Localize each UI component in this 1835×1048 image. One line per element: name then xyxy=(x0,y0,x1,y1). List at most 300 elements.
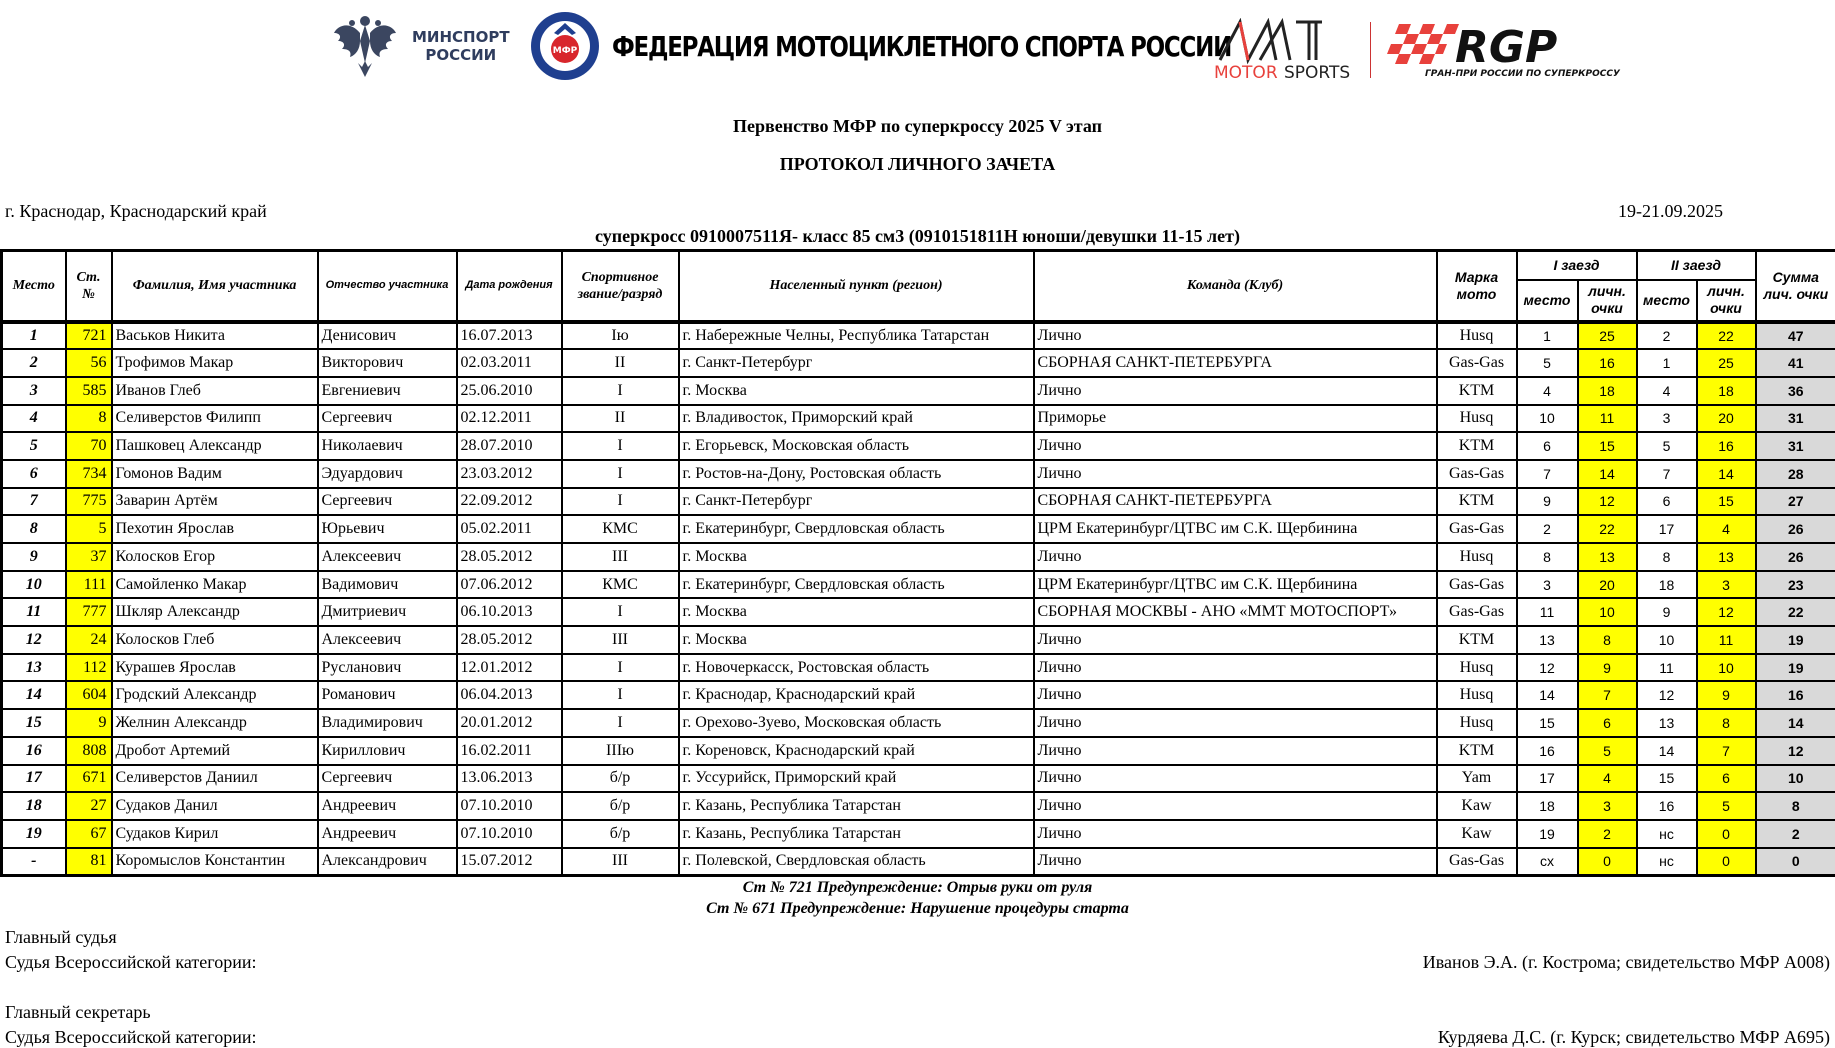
cell-race2-pts: 6 xyxy=(1697,765,1756,793)
header-start-no-line2: № xyxy=(82,286,95,302)
cell-city: г. Казань, Республика Татарстан xyxy=(679,792,1034,820)
cell-team: Лично xyxy=(1034,543,1437,571)
cell-team: Лично xyxy=(1034,737,1437,765)
cell-race2-pts: 0 xyxy=(1697,820,1756,848)
cell-race2-pos: 14 xyxy=(1637,737,1697,765)
cell-place: 3 xyxy=(2,377,66,405)
cell-race2-pts: 8 xyxy=(1697,709,1756,737)
cell-place: 15 xyxy=(2,709,66,737)
cell-race1-pos: 3 xyxy=(1517,571,1578,599)
cell-sum: 31 xyxy=(1756,432,1835,460)
cell-start-no: 56 xyxy=(66,349,112,377)
cell-moto: Husq xyxy=(1437,543,1517,571)
cell-place: 8 xyxy=(2,515,66,543)
cell-city: г. Уссурийск, Приморский край xyxy=(679,765,1034,793)
cell-race2-pos: 11 xyxy=(1637,654,1697,682)
chief-secretary-category: Судья Всероссийской категории: xyxy=(5,1027,257,1047)
cell-place: 1 xyxy=(2,322,66,350)
cell-name: Васьков Никита xyxy=(112,322,318,350)
minsport-line2: РОССИИ xyxy=(425,46,497,64)
cell-race1-pos: 14 xyxy=(1517,681,1578,709)
cell-race1-pts: 8 xyxy=(1578,626,1637,654)
cell-patronymic: Андреевич xyxy=(318,820,457,848)
cell-name: Трофимов Макар xyxy=(112,349,318,377)
header-race2-pts xyxy=(1697,280,1756,322)
cell-place: 5 xyxy=(2,432,66,460)
table-row xyxy=(2,709,1835,737)
header-race1-pts xyxy=(1578,280,1637,322)
cell-name: Пашковец Александр xyxy=(112,432,318,460)
cell-name: Курашев Ярослав xyxy=(112,654,318,682)
cell-patronymic: Викторович xyxy=(318,349,457,377)
cell-race1-pos: 17 xyxy=(1517,765,1578,793)
cell-race2-pos: 13 xyxy=(1637,709,1697,737)
cell-race1-pts: 10 xyxy=(1578,598,1637,626)
note-2: Ст № 671 Предупреждение: Нарушение процедуры старта xyxy=(706,900,1129,917)
cell-race1-pts: 6 xyxy=(1578,709,1637,737)
cell-patronymic: Сергеевич xyxy=(318,488,457,516)
cell-name: Колосков Егор xyxy=(112,543,318,571)
cell-place: 2 xyxy=(2,349,66,377)
cell-race1-pos: 6 xyxy=(1517,432,1578,460)
cell-rank: I xyxy=(562,681,679,709)
mmt-logo-motor: MOTOR xyxy=(1214,63,1278,80)
cell-moto: Gas-Gas xyxy=(1437,571,1517,599)
cell-race2-pts: 7 xyxy=(1697,737,1756,765)
header-rank-line2: звание/разряд xyxy=(577,286,663,302)
cell-dob: 22.09.2012 xyxy=(457,488,562,516)
cell-name: Судаков Кирил xyxy=(112,820,318,848)
rgp-logo xyxy=(1385,20,1645,80)
cell-race2-pos: нс xyxy=(1637,820,1697,848)
cell-moto: Husq xyxy=(1437,405,1517,433)
cell-sum: 12 xyxy=(1756,737,1835,765)
cell-race2-pos: 2 xyxy=(1637,322,1697,350)
cell-race1-pts: 2 xyxy=(1578,820,1637,848)
header-moto xyxy=(1437,251,1517,322)
header-sum-line1: Сумма xyxy=(1772,268,1819,285)
cell-sum: 19 xyxy=(1756,654,1835,682)
cell-sum: 27 xyxy=(1756,488,1835,516)
cell-place: 12 xyxy=(2,626,66,654)
cell-moto: Gas-Gas xyxy=(1437,460,1517,488)
cell-race2-pos: 6 xyxy=(1637,488,1697,516)
cell-team: Лично xyxy=(1034,765,1437,793)
header-moto-line2: мото xyxy=(1456,285,1497,302)
cell-start-no: 604 xyxy=(66,681,112,709)
cell-dob: 07.10.2010 xyxy=(457,792,562,820)
cell-city: г. Москва xyxy=(679,626,1034,654)
cell-team: СБОРНАЯ САНКТ-ПЕТЕРБУРГА xyxy=(1034,349,1437,377)
cell-place: 9 xyxy=(2,543,66,571)
cell-race1-pos: 19 xyxy=(1517,820,1578,848)
cell-race2-pts: 11 xyxy=(1697,626,1756,654)
cell-name: Селиверстов Филипп xyxy=(112,405,318,433)
cell-race1-pos: 2 xyxy=(1517,515,1578,543)
chief-secretary-name: Курдяева Д.С. (г. Курск; свидетельство МФР А695) xyxy=(1437,1027,1830,1047)
cell-race1-pts: 13 xyxy=(1578,543,1637,571)
header-start-no-line1: Ст. xyxy=(76,269,101,285)
cell-place: 11 xyxy=(2,598,66,626)
cell-moto: Husq xyxy=(1437,654,1517,682)
table-row xyxy=(2,626,1835,654)
cell-city: г. Екатеринбург, Свердловская область xyxy=(679,571,1034,599)
double-headed-eagle-icon xyxy=(330,11,400,81)
cell-race1-pts: 4 xyxy=(1578,765,1637,793)
cell-rank: IIIю xyxy=(562,737,679,765)
mfr-emblem-text: МФР xyxy=(552,46,577,56)
cell-race2-pos: 17 xyxy=(1637,515,1697,543)
cell-patronymic: Юрьевич xyxy=(318,515,457,543)
header-place: Место xyxy=(2,251,66,322)
cell-place: 4 xyxy=(2,405,66,433)
header-dob: Дата рождения xyxy=(457,251,562,322)
cell-sum: 10 xyxy=(1756,765,1835,793)
cell-dob: 20.01.2012 xyxy=(457,709,562,737)
table-row xyxy=(2,460,1835,488)
header-start-no xyxy=(66,251,112,322)
chief-secretary-label: Главный секретарь xyxy=(5,1002,151,1022)
cell-patronymic: Дмитриевич xyxy=(318,598,457,626)
cell-sum: 16 xyxy=(1756,681,1835,709)
cell-race1-pts: 14 xyxy=(1578,460,1637,488)
cell-rank: I xyxy=(562,654,679,682)
cell-rank: I xyxy=(562,488,679,516)
cell-city: г. Москва xyxy=(679,598,1034,626)
cell-race2-pts: 25 xyxy=(1697,349,1756,377)
cell-city: г. Екатеринбург, Свердловская область xyxy=(679,515,1034,543)
cell-moto: Husq xyxy=(1437,322,1517,350)
cell-moto: Kaw xyxy=(1437,820,1517,848)
cell-sum: 8 xyxy=(1756,792,1835,820)
cell-sum: 28 xyxy=(1756,460,1835,488)
cell-race1-pts: 18 xyxy=(1578,377,1637,405)
cell-place: 13 xyxy=(2,654,66,682)
cell-race2-pts: 20 xyxy=(1697,405,1756,433)
cell-race2-pts: 14 xyxy=(1697,460,1756,488)
cell-dob: 12.01.2012 xyxy=(457,654,562,682)
cell-race1-pos: 9 xyxy=(1517,488,1578,516)
cell-race1-pos: 5 xyxy=(1517,349,1578,377)
cell-start-no: 585 xyxy=(66,377,112,405)
cell-place: - xyxy=(2,848,66,876)
cell-sum: 41 xyxy=(1756,349,1835,377)
cell-race1-pts: 12 xyxy=(1578,488,1637,516)
cell-city: г. Санкт-Петербург xyxy=(679,488,1034,516)
cell-race2-pts: 10 xyxy=(1697,654,1756,682)
cell-patronymic: Николаевич xyxy=(318,432,457,460)
cell-race2-pos: 1 xyxy=(1637,349,1697,377)
cell-patronymic: Александрович xyxy=(318,848,457,876)
cell-sum: 14 xyxy=(1756,709,1835,737)
header-moto-line1: Марка xyxy=(1454,268,1499,285)
document-title: Первенство МФР по суперкроссу 2025 V этап xyxy=(733,116,1102,136)
cell-patronymic: Алексеевич xyxy=(318,543,457,571)
cell-race2-pts: 9 xyxy=(1697,681,1756,709)
cell-patronymic: Сергеевич xyxy=(318,405,457,433)
cell-moto: Husq xyxy=(1437,681,1517,709)
cell-race1-pts: 16 xyxy=(1578,349,1637,377)
cell-patronymic: Русланович xyxy=(318,654,457,682)
cell-start-no: 671 xyxy=(66,765,112,793)
cell-race1-pos: 4 xyxy=(1517,377,1578,405)
chief-judge-category: Судья Всероссийской категории: xyxy=(5,952,257,972)
cell-rank: I xyxy=(562,598,679,626)
cell-place: 19 xyxy=(2,820,66,848)
cell-race1-pos: 7 xyxy=(1517,460,1578,488)
cell-team: Лично xyxy=(1034,377,1437,405)
cell-patronymic: Андреевич xyxy=(318,792,457,820)
cell-race1-pos: 12 xyxy=(1517,654,1578,682)
cell-moto: KTM xyxy=(1437,488,1517,516)
cell-race2-pos: 7 xyxy=(1637,460,1697,488)
header-rank xyxy=(562,251,679,322)
cell-start-no: 81 xyxy=(66,848,112,876)
cell-sum: 47 xyxy=(1756,322,1835,350)
header-patronymic: Отчество участника xyxy=(318,251,457,322)
event-location: г. Краснодар, Краснодарский край xyxy=(5,201,267,221)
cell-patronymic: Алексеевич xyxy=(318,626,457,654)
cell-race1-pos: 1 xyxy=(1517,322,1578,350)
cell-name: Гродский Александр xyxy=(112,681,318,709)
cell-race2-pos: 3 xyxy=(1637,405,1697,433)
cell-name: Пехотин Ярослав xyxy=(112,515,318,543)
cell-race1-pts: 11 xyxy=(1578,405,1637,433)
cell-team: Лично xyxy=(1034,626,1437,654)
cell-team: СБОРНАЯ МОСКВЫ - АНО «ММТ МОТОСПОРТ» xyxy=(1034,598,1437,626)
cell-name: Селиверстов Даниил xyxy=(112,765,318,793)
cell-team: Лично xyxy=(1034,792,1437,820)
cell-start-no: 111 xyxy=(66,571,112,599)
cell-dob: 05.02.2011 xyxy=(457,515,562,543)
header-rank-line1: Спортивное xyxy=(581,269,659,285)
cell-place: 16 xyxy=(2,737,66,765)
cell-team: Лично xyxy=(1034,848,1437,876)
cell-race1-pts: 7 xyxy=(1578,681,1637,709)
header-city: Населенный пункт (регион) xyxy=(679,251,1034,322)
cell-dob: 16.07.2013 xyxy=(457,322,562,350)
cell-rank: б/р xyxy=(562,792,679,820)
cell-race2-pos: 16 xyxy=(1637,792,1697,820)
cell-rank: III xyxy=(562,543,679,571)
header-race1: I заезд xyxy=(1517,251,1637,280)
cell-sum: 31 xyxy=(1756,405,1835,433)
cell-rank: III xyxy=(562,848,679,876)
cell-race1-pts: 0 xyxy=(1578,848,1637,876)
minsport-line1: МИНСПОРТ xyxy=(412,28,510,46)
minsport-logo-text xyxy=(412,28,510,64)
cell-dob: 15.07.2012 xyxy=(457,848,562,876)
table-row xyxy=(2,820,1835,848)
cell-patronymic: Евгениевич xyxy=(318,377,457,405)
cell-rank: II xyxy=(562,405,679,433)
table-row xyxy=(2,405,1835,433)
cell-sum: 0 xyxy=(1756,848,1835,876)
cell-start-no: 5 xyxy=(66,515,112,543)
cell-dob: 16.02.2011 xyxy=(457,737,562,765)
cell-place: 6 xyxy=(2,460,66,488)
cell-name: Шкляр Александр xyxy=(112,598,318,626)
cell-race2-pts: 18 xyxy=(1697,377,1756,405)
cell-race2-pos: нс xyxy=(1637,848,1697,876)
cell-race1-pts: 9 xyxy=(1578,654,1637,682)
mmt-motorsports-logo xyxy=(1212,18,1362,80)
table-row xyxy=(2,571,1835,599)
cell-city: г. Краснодар, Краснодарский край xyxy=(679,681,1034,709)
table-row xyxy=(2,765,1835,793)
cell-patronymic: Владимирович xyxy=(318,709,457,737)
header-race2-pts-line1: личн. xyxy=(1707,283,1745,299)
cell-start-no: 775 xyxy=(66,488,112,516)
mmt-logo-sports: SPORTS xyxy=(1284,63,1351,80)
cell-race2-pts: 4 xyxy=(1697,515,1756,543)
cell-rank: II xyxy=(562,349,679,377)
cell-name: Дробот Артемий xyxy=(112,737,318,765)
cell-dob: 02.12.2011 xyxy=(457,405,562,433)
cell-race1-pos: 15 xyxy=(1517,709,1578,737)
cell-rank: I xyxy=(562,377,679,405)
cell-moto: KTM xyxy=(1437,377,1517,405)
table-row xyxy=(2,543,1835,571)
cell-city: г. Новочеркасск, Ростовская область xyxy=(679,654,1034,682)
cell-dob: 23.03.2012 xyxy=(457,460,562,488)
cell-sum: 26 xyxy=(1756,543,1835,571)
rgp-subtitle: ГРАН-ПРИ РОССИИ ПО СУПЕРКРОССУ xyxy=(1425,69,1620,79)
mmt-logo-top: MMT xyxy=(1332,48,1335,49)
cell-race1-pts: 22 xyxy=(1578,515,1637,543)
cell-team: Лично xyxy=(1034,432,1437,460)
cell-race2-pts: 15 xyxy=(1697,488,1756,516)
cell-dob: 02.03.2011 xyxy=(457,349,562,377)
cell-patronymic: Сергеевич xyxy=(318,765,457,793)
event-dates: 19-21.09.2025 xyxy=(1618,201,1723,221)
cell-race2-pos: 15 xyxy=(1637,765,1697,793)
cell-moto: KTM xyxy=(1437,737,1517,765)
cell-sum: 23 xyxy=(1756,571,1835,599)
cell-dob: 06.04.2013 xyxy=(457,681,562,709)
cell-race2-pts: 12 xyxy=(1697,598,1756,626)
table-row xyxy=(2,737,1835,765)
cell-sum: 22 xyxy=(1756,598,1835,626)
cell-race2-pts: 22 xyxy=(1697,322,1756,350)
cell-team: Лично xyxy=(1034,322,1437,350)
table-row xyxy=(2,792,1835,820)
cell-city: г. Москва xyxy=(679,377,1034,405)
cell-race2-pts: 3 xyxy=(1697,571,1756,599)
table-row xyxy=(2,322,1835,350)
cell-race2-pts: 0 xyxy=(1697,848,1756,876)
rgp-logo-text: RGP xyxy=(1455,22,1558,73)
table-row xyxy=(2,488,1835,516)
class-line: суперкросс 0910007511Я- класс 85 см3 (0910151811Н юноши/девушки 11-15 лет) xyxy=(595,226,1240,246)
cell-start-no: 777 xyxy=(66,598,112,626)
cell-name: Коромыслов Константин xyxy=(112,848,318,876)
chief-judge-label: Главный судья xyxy=(5,927,117,947)
cell-race1-pos: 8 xyxy=(1517,543,1578,571)
cell-sum: 26 xyxy=(1756,515,1835,543)
cell-rank: Iю xyxy=(562,322,679,350)
cell-place: 10 xyxy=(2,571,66,599)
cell-city: г. Набережные Челны, Республика Татарстан xyxy=(679,322,1034,350)
cell-team: Лично xyxy=(1034,820,1437,848)
header-sum-line2: лич. очки xyxy=(1763,285,1829,302)
cell-patronymic: Эдуардович xyxy=(318,460,457,488)
cell-city: г. Ростов-на-Дону, Ростовская область xyxy=(679,460,1034,488)
header-race1-pts-line1: личн. xyxy=(1588,283,1626,299)
cell-moto: KTM xyxy=(1437,432,1517,460)
cell-race1-pts: 15 xyxy=(1578,432,1637,460)
cell-race2-pos: 9 xyxy=(1637,598,1697,626)
table-row xyxy=(2,515,1835,543)
cell-city: г. Егорьевск, Московская область xyxy=(679,432,1034,460)
cell-city: г. Санкт-Петербург xyxy=(679,349,1034,377)
cell-dob: 25.06.2010 xyxy=(457,377,562,405)
cell-patronymic: Денисович xyxy=(318,322,457,350)
cell-name: Самойленко Макар xyxy=(112,571,318,599)
note-1: Ст № 721 Предупреждение: Отрыв руки от руля xyxy=(742,879,1093,896)
cell-sum: 36 xyxy=(1756,377,1835,405)
cell-dob: 28.05.2012 xyxy=(457,626,562,654)
cell-team: Лично xyxy=(1034,709,1437,737)
cell-name: Заварин Артём xyxy=(112,488,318,516)
cell-team: Лично xyxy=(1034,654,1437,682)
cell-team: Лично xyxy=(1034,681,1437,709)
checkered-flag-icon xyxy=(1387,24,1459,64)
table-header xyxy=(2,251,1835,322)
logo-separator xyxy=(1370,22,1371,78)
cell-start-no: 808 xyxy=(66,737,112,765)
cell-start-no: 9 xyxy=(66,709,112,737)
cell-rank: I xyxy=(562,709,679,737)
cell-race1-pts: 5 xyxy=(1578,737,1637,765)
table-row xyxy=(2,432,1835,460)
cell-race2-pts: 16 xyxy=(1697,432,1756,460)
cell-dob: 28.07.2010 xyxy=(457,432,562,460)
cell-patronymic: Романович xyxy=(318,681,457,709)
cell-place: 7 xyxy=(2,488,66,516)
cell-city: г. Казань, Республика Татарстан xyxy=(679,820,1034,848)
cell-city: г. Москва xyxy=(679,543,1034,571)
table-row xyxy=(2,848,1835,876)
cell-dob: 28.05.2012 xyxy=(457,543,562,571)
cell-start-no: 67 xyxy=(66,820,112,848)
cell-name: Иванов Глеб xyxy=(112,377,318,405)
cell-moto: Kaw xyxy=(1437,792,1517,820)
cell-moto: Gas-Gas xyxy=(1437,349,1517,377)
cell-moto: Gas-Gas xyxy=(1437,515,1517,543)
cell-rank: КМС xyxy=(562,571,679,599)
cell-start-no: 721 xyxy=(66,322,112,350)
cell-moto: Husq xyxy=(1437,709,1517,737)
cell-rank: КМС xyxy=(562,515,679,543)
cell-moto: KTM xyxy=(1437,626,1517,654)
header-race1-pos: место xyxy=(1517,280,1578,322)
cell-rank: I xyxy=(562,432,679,460)
cell-city: г. Владивосток, Приморский край xyxy=(679,405,1034,433)
cell-team: ЦРМ Екатеринбург/ЦТВС им С.К. Щербинина xyxy=(1034,571,1437,599)
cell-rank: б/р xyxy=(562,765,679,793)
cell-race1-pts: 20 xyxy=(1578,571,1637,599)
mfr-emblem-icon xyxy=(530,11,600,81)
cell-race1-pos: сх xyxy=(1517,848,1578,876)
document-subtitle: ПРОТОКОЛ ЛИЧНОГО ЗАЧЕТА xyxy=(779,154,1056,174)
cell-name: Колосков Глеб xyxy=(112,626,318,654)
cell-rank: б/р xyxy=(562,820,679,848)
cell-race2-pos: 8 xyxy=(1637,543,1697,571)
cell-moto: Gas-Gas xyxy=(1437,598,1517,626)
results-table xyxy=(0,249,1835,877)
cell-race2-pts: 13 xyxy=(1697,543,1756,571)
